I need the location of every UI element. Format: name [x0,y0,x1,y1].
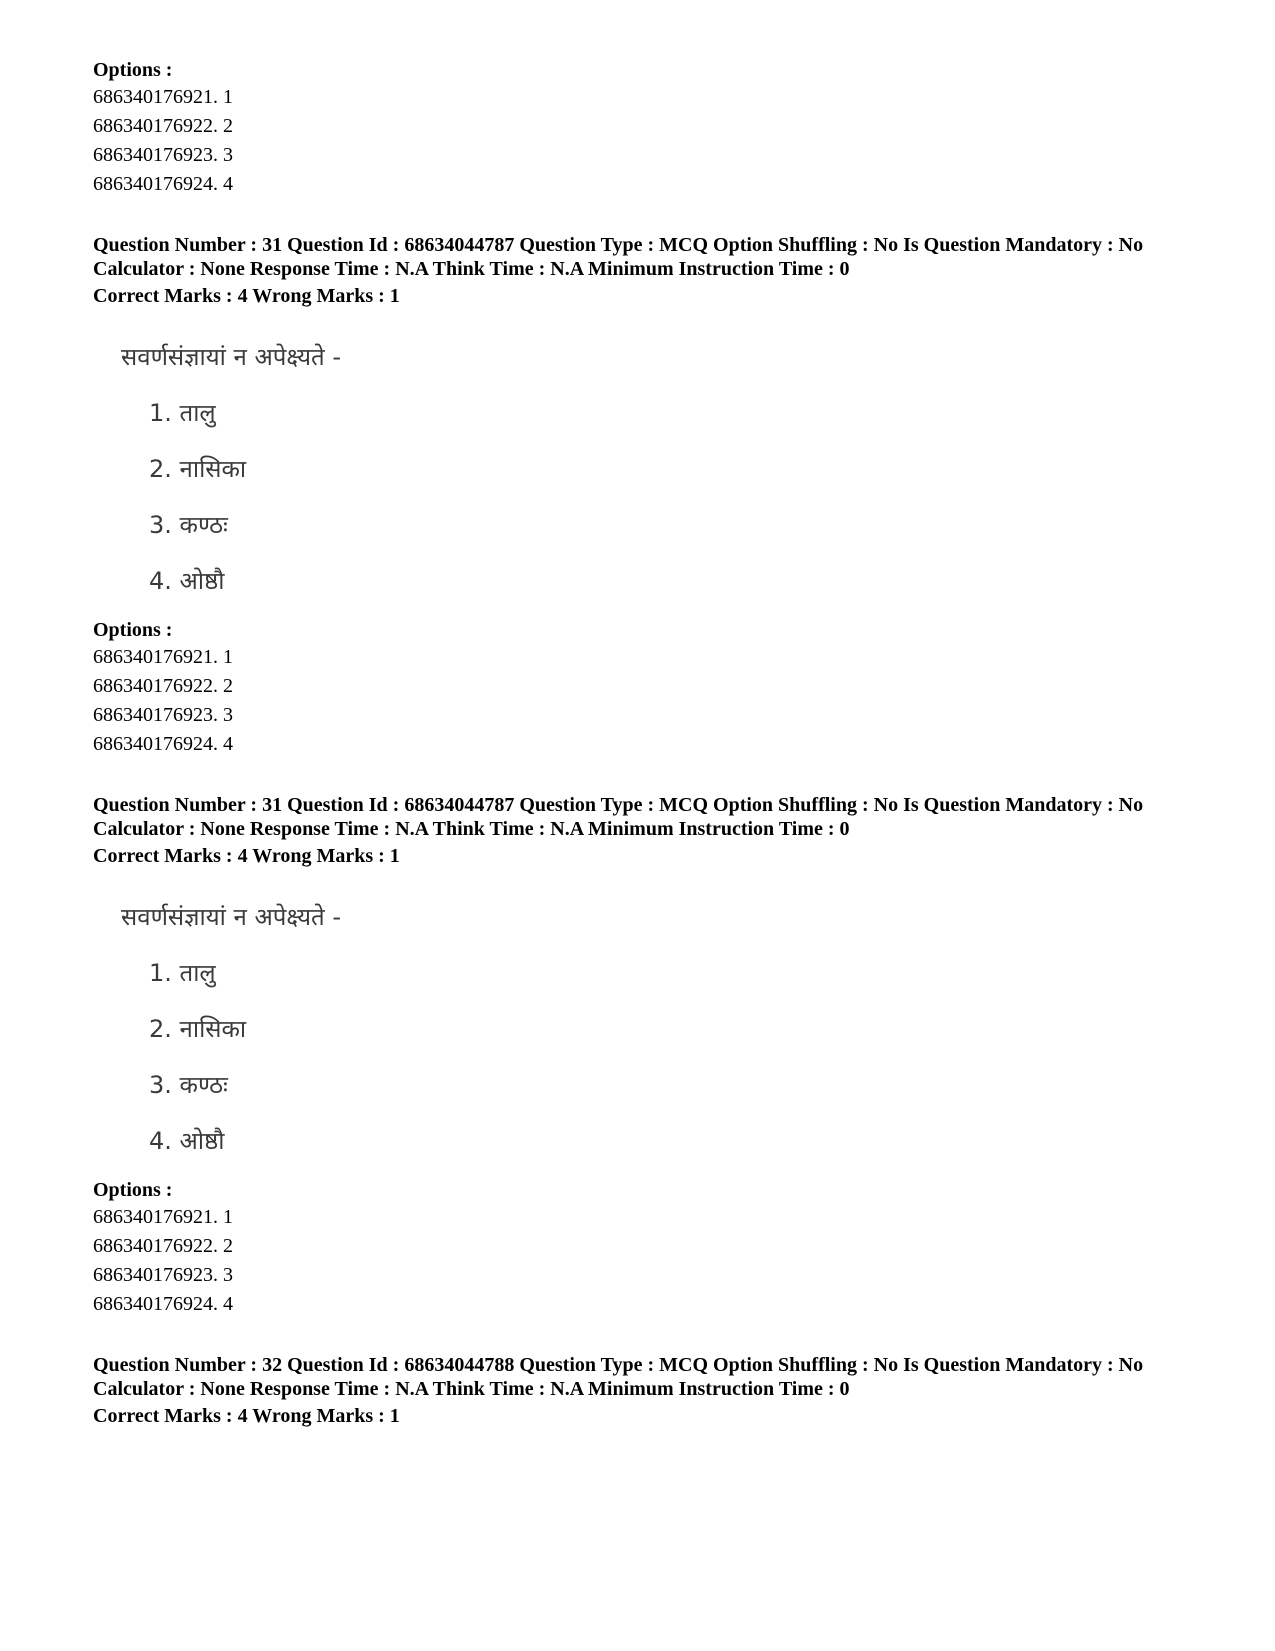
option-item: 686340176924. 4 [93,173,233,195]
options-label: Options : [93,1179,173,1201]
question-choice: 4. ओष्ठौ [149,1127,225,1155]
option-item: 686340176921. 1 [93,646,233,668]
options-list [93,83,233,199]
question-marks: Correct Marks : 4 Wrong Marks : 1 [93,1405,400,1427]
question-choice: 3. कण्ठः [149,511,228,539]
option-item: 686340176922. 2 [93,1235,233,1257]
question-marks: Correct Marks : 4 Wrong Marks : 1 [93,845,400,867]
option-item: 686340176922. 2 [93,675,233,697]
options-label: Options : [93,59,173,81]
question-choice: 1. तालु [149,959,216,987]
question-stem: सवर्णसंज्ञायां न अपेक्ष्यते - [121,343,341,371]
question-header: Question Number : 31 Question Id : 68634044787 Question Type : MCQ Option Shuffling : No Is Question Mandatory : No Calculator : None Response Time : N.A Think Time : N.A Minimum Instruction Time : 0 [93,794,1144,840]
option-item: 686340176921. 1 [93,1206,233,1228]
option-item: 686340176923. 3 [93,704,233,726]
question-choice: 3. कण्ठः [149,1071,228,1099]
options-list [93,1203,233,1319]
question-choice: 2. नासिका [149,1015,247,1043]
option-item: 686340176923. 3 [93,1264,233,1286]
question-choice: 4. ओष्ठौ [149,567,225,595]
option-item: 686340176923. 3 [93,144,233,166]
question-choice: 2. नासिका [149,455,247,483]
options-label: Options : [93,619,173,641]
question-header: Question Number : 32 Question Id : 68634044788 Question Type : MCQ Option Shuffling : No Is Question Mandatory : No Calculator : None Response Time : N.A Think Time : N.A Minimum Instruction Time : 0 [93,1354,1144,1400]
question-choice: 1. तालु [149,399,216,427]
options-list [93,643,233,759]
option-item: 686340176921. 1 [93,86,233,108]
question-stem: सवर्णसंज्ञायां न अपेक्ष्यते - [121,903,341,931]
option-item: 686340176924. 4 [93,733,233,755]
option-item: 686340176922. 2 [93,115,233,137]
question-header: Question Number : 31 Question Id : 68634044787 Question Type : MCQ Option Shuffling : No Is Question Mandatory : No Calculator : None Response Time : N.A Think Time : N.A Minimum Instruction Time : 0 [93,234,1144,280]
question-marks: Correct Marks : 4 Wrong Marks : 1 [93,285,400,307]
option-item: 686340176924. 4 [93,1293,233,1315]
